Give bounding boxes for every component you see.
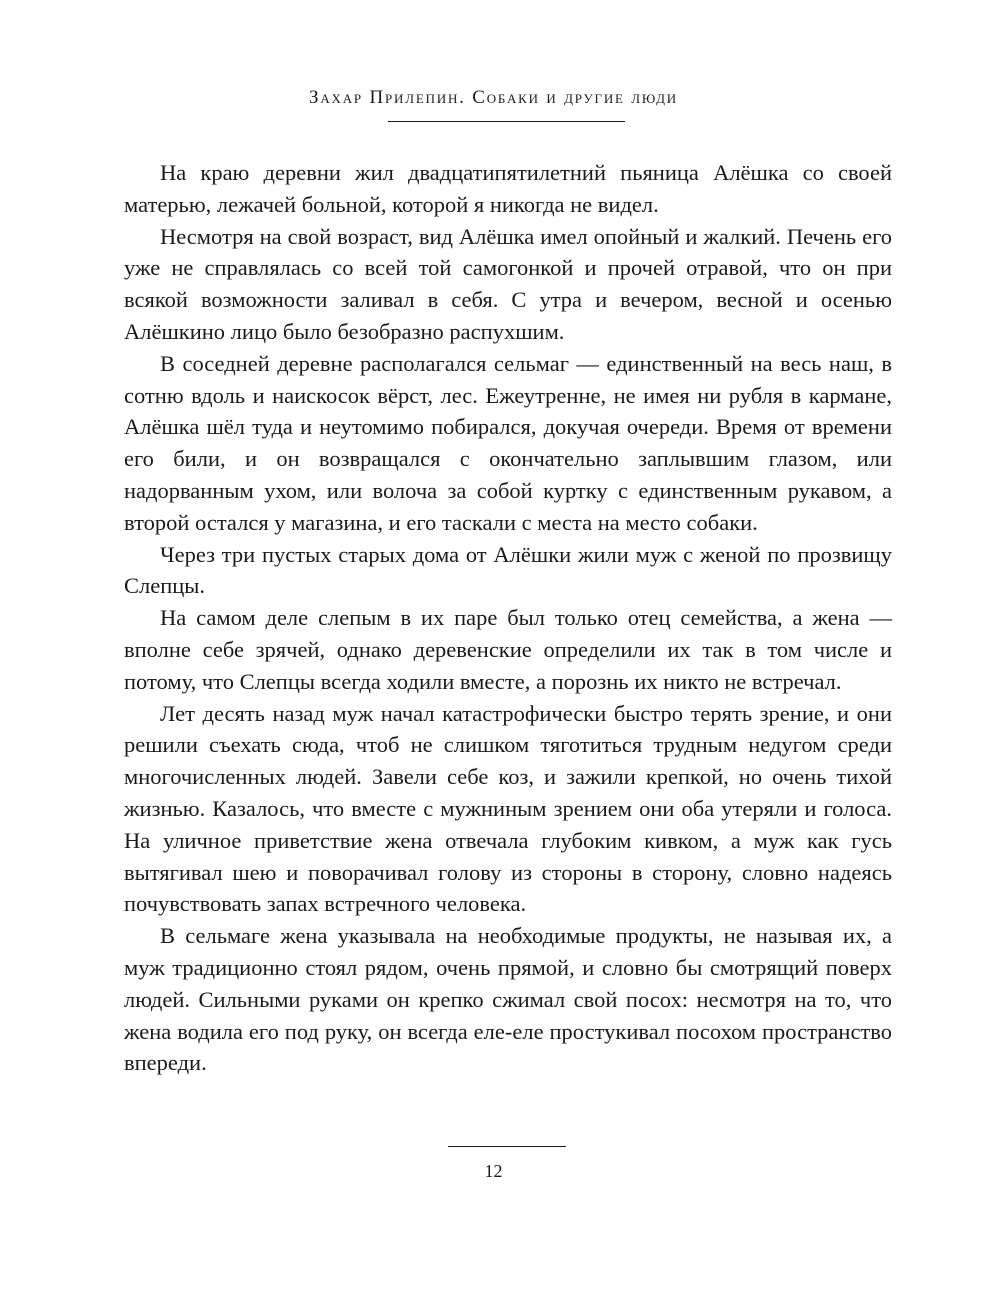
paragraph: Лет десять назад муж начал катастрофически быстро терять зрение, и они решили съехать сюда, чтоб не слишком тяготиться трудным недугом среди многочисленных людей. Завели себе коз, и зажили крепкой, но очень тихой жизнью. Казалось, что вместе с мужниным зрением они оба утеряли и голоса. На уличное приветствие жена отвечала глубоким кивком, а муж как гусь вытягивал шею и поворачивал голову из стороны в сторону, словно надеясь почувствовать запах встречного человека. bbox=[124, 700, 892, 917]
paragraph: В сельмаге жена указывала на необходимые продукты, не называя их, а муж традиционно стоял рядом, очень прямой, и словно бы смотрящий поверх людей. Сильными руками он крепко сжимал свой посох: несмотря на то, что жена водила его под руку, он всегда еле-еле простукивал посохом пространство впереди. bbox=[124, 923, 892, 1076]
paragraph: В соседней деревне располагался сельмаг — единственный на весь наш, в сотню вдоль и наискосок вёрст, лес. Ежеутренне, не имея ни рубля в кармане, Алёшка шёл туда и неутомимо побирался, докучая очереди. Время от времени его били, и он возвращался с окончательно заплывшим глазом, или надорванным ухом, или волоча за собой куртку с единственным рукавом, а второй остался у магазина, и его таскали с места на место собаки. bbox=[124, 350, 892, 535]
running-head-title: Захар Прилепин. Собаки и другие люди bbox=[309, 87, 678, 108]
header-rule bbox=[388, 121, 625, 122]
page-number: 12 bbox=[484, 1161, 503, 1181]
running-head bbox=[0, 86, 987, 110]
paragraph: На самом деле слепым в их паре был только отец семейства, а жена — вполне себе зрячей, однако деревенские определили их так в том числе и потому, что Слепцы всегда ходили вместе, а порознь их никто не встречал. bbox=[124, 605, 892, 694]
paragraph: Несмотря на свой возраст, вид Алёшка имел опойный и жалкий. Печень его уже не справлялась со всей той самогонкой и прочей отравой, что он при всякой возможности заливал в себя. С утра и вечером, весной и осенью Алёшкино лицо было безобразно распухшим. bbox=[124, 223, 892, 344]
paragraph: На краю деревни жил двадцатипятилетний пьяница Алёшка со своей матерью, лежачей больной, которой я никогда не видел. bbox=[124, 160, 892, 217]
main-text bbox=[124, 157, 892, 1079]
paragraph: Через три пустых старых дома от Алёшки жили муж с женой по прозвищу Слепцы. bbox=[124, 541, 892, 599]
footer-rule bbox=[448, 1146, 566, 1147]
